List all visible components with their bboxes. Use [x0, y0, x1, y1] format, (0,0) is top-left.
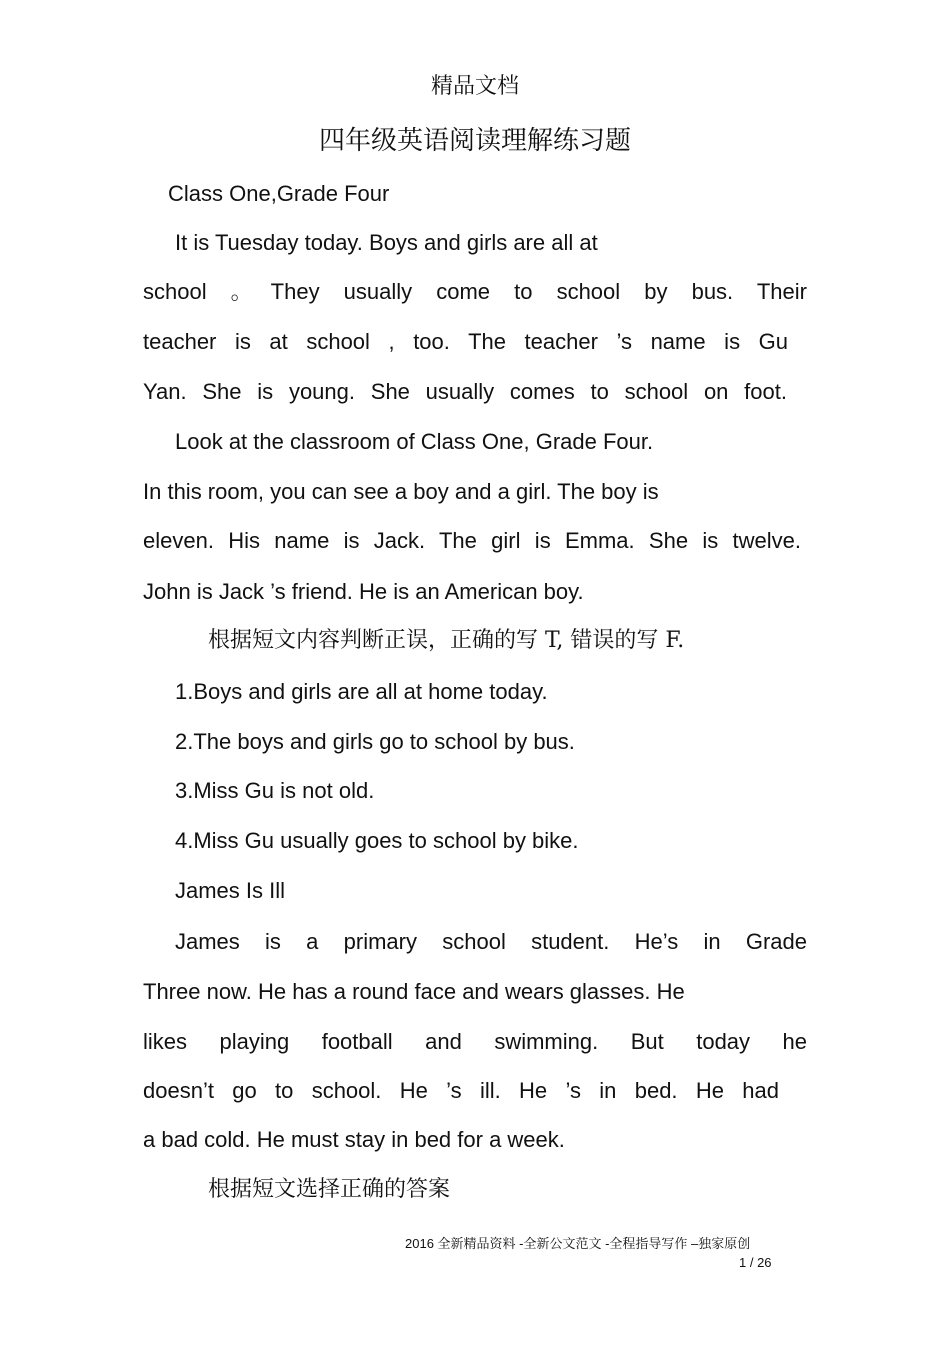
passage2-instruction: 根据短文选择正确的答案 — [208, 1177, 451, 1202]
passage1-line: In this room, you can see a boy and a girl. The boy is — [143, 479, 659, 504]
passage1-line: Look at the classroom of Class One, Grade Four. — [175, 429, 654, 454]
question-item: 1.Boys and girls are all at home today. — [175, 679, 548, 704]
passage1-line: It is Tuesday today. Boys and girls are all at — [175, 230, 598, 255]
passage1-line: teacher is at school , too. The teacher ’s name is Gu — [143, 329, 788, 354]
passage2-line: doesn’t go to school. He ’s ill. He ’s in bed. He had — [143, 1078, 779, 1103]
document-title: 四年级英语阅读理解练习题 — [318, 126, 631, 156]
passage2-line: Three now. He has a round face and wears glasses. He — [143, 979, 685, 1004]
question-item: 4.Miss Gu usually goes to school by bike. — [175, 828, 579, 853]
footer-text: 2016 全新精品资料 -全新公文范文 -全程指导写作 –独家原创 — [405, 1236, 751, 1251]
passage2-heading: James Is Ill — [175, 878, 286, 903]
page-number: 1 / 26 — [739, 1255, 772, 1270]
passage1-heading: Class One,Grade Four — [168, 181, 390, 206]
passage1-line: eleven. His name is Jack. The girl is Emma. She is twelve. — [143, 528, 801, 553]
passage2-line: likes playing football and swimming. But today he — [143, 1029, 807, 1054]
question-item: 3.Miss Gu is not old. — [175, 778, 375, 803]
passage1-line: Yan. She is young. She usually comes to school on foot. — [143, 379, 787, 404]
passage1-line: school 。They usually come to school by bus. Their — [143, 279, 807, 304]
passage2-line: James is a primary school student. He’s in Grade — [175, 929, 807, 954]
passage2-line: a bad cold. He must stay in bed for a week. — [143, 1127, 565, 1152]
passage1-instruction: 根据短文内容判断正误，正确的写 T, 错误的写 F. — [208, 628, 685, 653]
page-header: 精品文档 — [430, 74, 519, 99]
passage1-line: John is Jack ’s friend. He is an American boy. — [143, 579, 584, 604]
question-item: 2.The boys and girls go to school by bus. — [175, 729, 575, 754]
